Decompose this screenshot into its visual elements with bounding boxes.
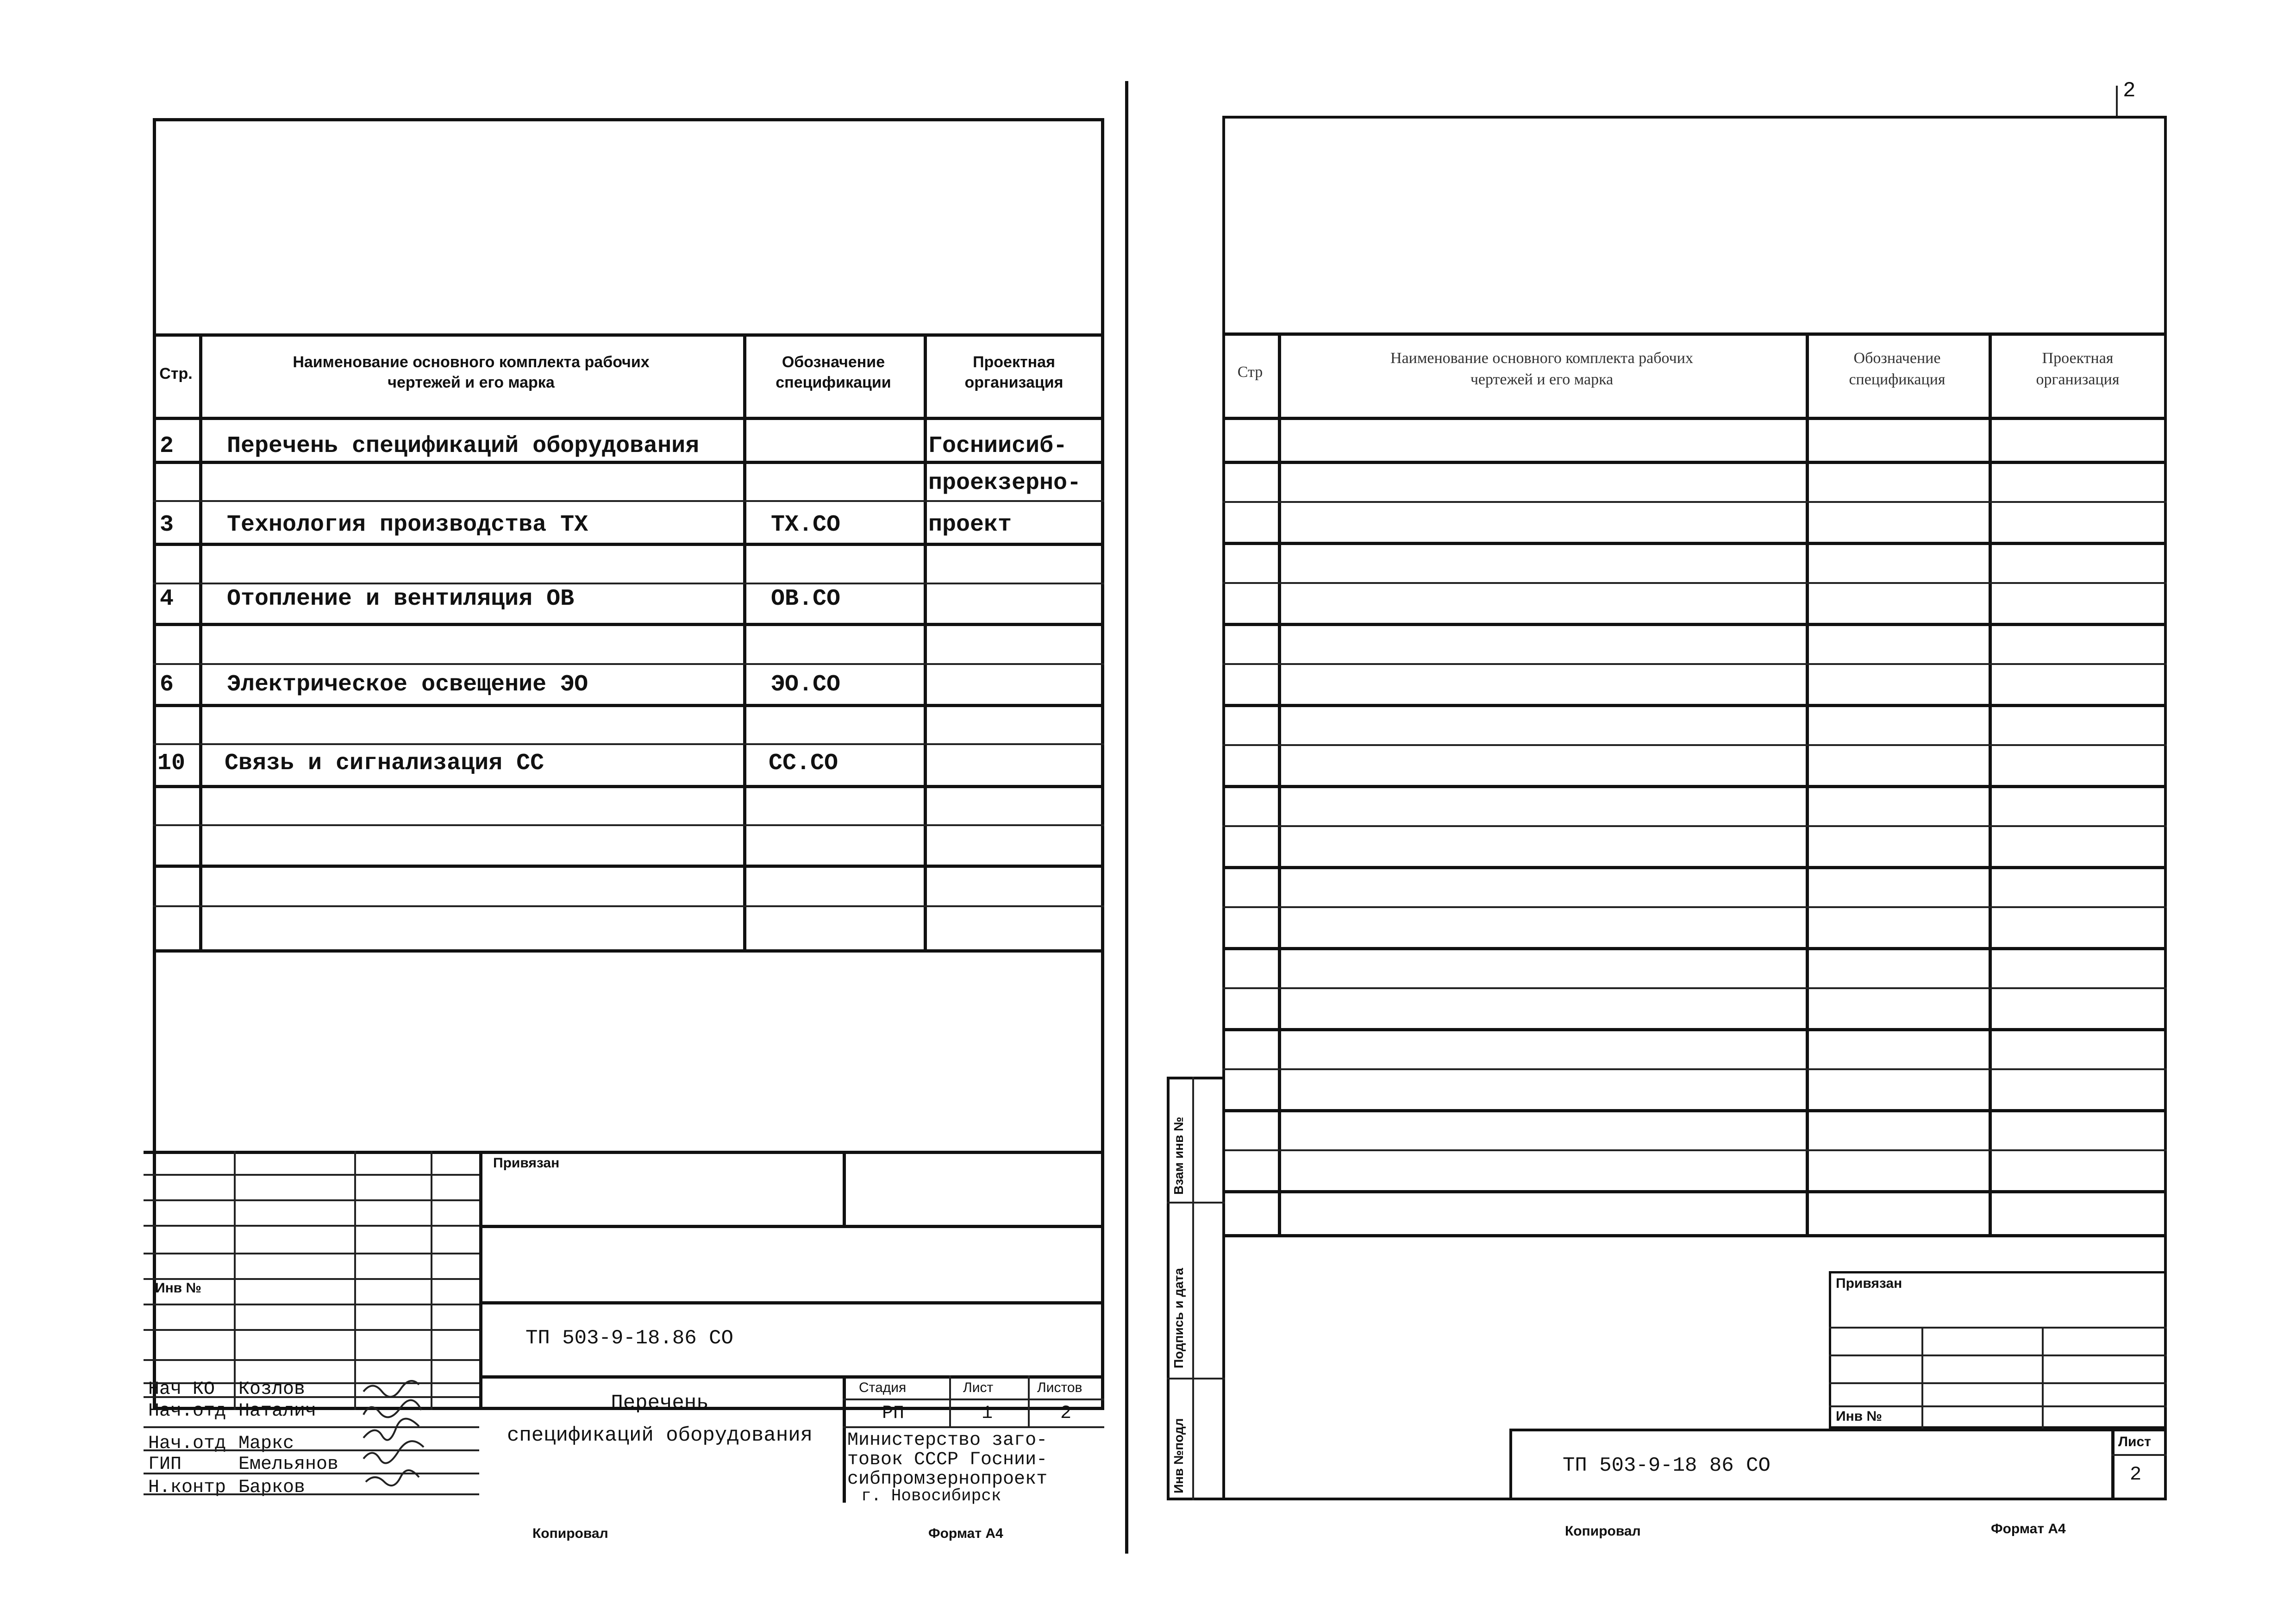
stamp-top-line: [144, 1151, 1104, 1154]
stamp-hline: [144, 1426, 479, 1428]
org-line1: Министерство заго-: [847, 1430, 1048, 1451]
row-line: [1222, 1149, 2167, 1151]
row-line: [153, 461, 1104, 464]
header-col-spec-line1: Обозначение: [782, 353, 885, 371]
doc-title-line2: спецификаций оборудования: [507, 1424, 813, 1447]
row-line: [1222, 825, 2167, 827]
row-name: Перечень спецификаций оборудования: [227, 433, 700, 459]
privyazan-label: Привязан: [493, 1155, 560, 1171]
stamp-vline: [843, 1151, 846, 1225]
header-col-page: Стр.: [159, 365, 193, 382]
row-line: [1222, 663, 2167, 665]
stamp-hline: [144, 1473, 479, 1474]
page-number-tick: [2116, 86, 2118, 116]
stamp-hline: [479, 1301, 1104, 1304]
header-col-org-line2: организация: [964, 374, 1064, 391]
signer-name: Барков: [238, 1477, 306, 1498]
table-top-line: [153, 333, 1104, 337]
page-number: 2: [2123, 79, 2136, 103]
stamp-hline: [144, 1493, 479, 1495]
stamp-vline: [354, 1151, 356, 1410]
doc-title-line1: Перечень: [611, 1392, 709, 1415]
row-line: [153, 824, 1104, 826]
privyazan-hline: [1829, 1405, 2167, 1407]
row-org: проекзерно-: [928, 470, 1082, 496]
org-line2: товок СССР Госнии-: [847, 1449, 1048, 1470]
header-col-name-line2: чертежей и его марка: [388, 374, 555, 391]
org-line3: сибпромзернопроект: [847, 1469, 1048, 1490]
privyazan-hline: [1829, 1354, 2167, 1356]
row-line: [1222, 1028, 2167, 1031]
signer-role: Н.контр: [148, 1477, 226, 1498]
sheet-cell-hline: [2111, 1454, 2167, 1456]
footer-copied: Копировал: [532, 1526, 608, 1541]
signer-role: Нач.отд: [148, 1401, 226, 1422]
header-col-name-line1: Наименование основного комплекта рабочих: [1390, 350, 1693, 367]
stamp-hline: [144, 1278, 479, 1280]
row-line: [153, 623, 1104, 626]
signer-role: Нач.отд: [148, 1433, 226, 1454]
signer-role: Нач КО: [148, 1379, 215, 1400]
row-line: [1222, 542, 2167, 545]
sheet-value: 1: [982, 1403, 993, 1424]
header-col-org-line1: Проектная: [973, 353, 1055, 371]
signatures-graphic: [359, 1378, 428, 1503]
col-line-2: [743, 333, 746, 949]
header-col-name-line2: чертежей и его марка: [1470, 371, 1614, 388]
privyazan-block: [1829, 1271, 2167, 1429]
row-line: [1222, 947, 2167, 950]
sheet-value: 2: [2130, 1463, 2142, 1486]
row-name: Отопление и вентиляция ОВ: [227, 586, 575, 612]
stamp-vline: [431, 1151, 432, 1410]
inv-podl-label: Инв №подл: [1171, 1418, 1186, 1493]
row-name: Связь и сигнализация СС: [225, 750, 544, 777]
stamp-vline: [234, 1151, 236, 1410]
sheet-label: Лист: [2118, 1434, 2151, 1449]
stamp-vline: [949, 1375, 951, 1426]
doc-code: ТП 503-9-18.86 СО: [526, 1327, 733, 1350]
side-strip-hline: [1167, 1202, 1225, 1204]
row-line: [153, 583, 1104, 584]
signer-name: Козлов: [238, 1379, 306, 1400]
row-org: проект: [928, 512, 1012, 538]
stamp-hline: [144, 1253, 479, 1254]
header-bottom-line: [153, 417, 1104, 420]
org-line4: г. Новосибирск: [861, 1486, 1001, 1505]
row-spec: ТХ.СО: [771, 512, 841, 538]
row-line: [1222, 987, 2167, 989]
stamp-vline: [1028, 1375, 1030, 1426]
stage-value: РП: [882, 1403, 905, 1424]
row-name: Технология производства ТХ: [227, 512, 588, 538]
header-col-name-line1: Наименование основного комплекта рабочих: [293, 353, 650, 371]
header-col-page: Стр: [1237, 364, 1263, 381]
stamp-hline: [144, 1199, 479, 1201]
stamp-hline: [843, 1398, 1104, 1400]
row-spec: ОВ.СО: [771, 586, 841, 612]
stamp-hline: [144, 1449, 479, 1451]
side-strip-divider: [1192, 1077, 1194, 1500]
stage-label: Стадия: [859, 1380, 907, 1395]
row-page: 4: [160, 586, 174, 612]
fold-line: [1125, 81, 1128, 1554]
row-name: Электрическое освещение ЭО: [227, 671, 588, 698]
col-line-2: [1806, 332, 1809, 1234]
col-line-3: [924, 333, 927, 949]
signer-name: Емельянов: [238, 1454, 339, 1475]
row-line: [1222, 744, 2167, 746]
stamp-hline: [479, 1225, 1104, 1228]
privyazan-hline: [1829, 1327, 2167, 1329]
row-line: [1222, 906, 2167, 908]
row-line: [1222, 501, 2167, 503]
row-line: [1222, 1109, 2167, 1112]
side-strip-hline: [1167, 1378, 1225, 1379]
signer-name: Маркс: [238, 1433, 294, 1454]
row-line: [1222, 866, 2167, 869]
sheet-label: Лист: [963, 1380, 994, 1395]
row-line: [153, 500, 1104, 502]
sheet-cell-divider: [2111, 1429, 2115, 1500]
row-line: [153, 905, 1104, 907]
header-col-spec-line2: спецификация: [1849, 371, 1946, 388]
table-bottom-line: [1222, 1234, 2167, 1237]
inv-no-label: Инв №: [155, 1280, 201, 1296]
footer-copied: Копировал: [1565, 1524, 1641, 1539]
header-col-spec-line2: спецификации: [776, 374, 891, 391]
stamp-hline: [144, 1359, 479, 1361]
stamp-hline: [144, 1225, 479, 1227]
sheets-value: 2: [1060, 1403, 1072, 1424]
col-line-3: [1989, 332, 1992, 1234]
privyazan-vline: [1921, 1327, 1923, 1429]
sheets-label: Листов: [1037, 1380, 1082, 1395]
footer-format: Формат А4: [1991, 1521, 2066, 1536]
row-line: [1222, 704, 2167, 707]
stamp-hline: [843, 1426, 1104, 1428]
col-line-1: [199, 333, 202, 949]
inv-no-label: Инв №: [1836, 1409, 1882, 1424]
signer-role: ГИП: [148, 1454, 182, 1475]
row-page: 2: [160, 433, 174, 459]
row-line: [1222, 1068, 2167, 1070]
stamp-vline: [843, 1375, 846, 1503]
row-line: [153, 865, 1104, 868]
row-line: [1222, 785, 2167, 788]
header-bottom-line: [1222, 417, 2167, 420]
row-org: Госниисиб-: [928, 433, 1068, 459]
col-line-1: [1278, 332, 1281, 1234]
stamp-hline: [144, 1329, 479, 1331]
row-line: [1222, 461, 2167, 464]
row-page: 3: [160, 512, 174, 538]
table-bottom-line: [153, 949, 1104, 953]
row-line: [1222, 582, 2167, 584]
row-spec: ЭО.СО: [771, 671, 841, 698]
podpis-label: Подпись и дата: [1171, 1268, 1186, 1368]
row-line: [153, 743, 1104, 745]
row-line: [153, 663, 1104, 665]
stamp-vline: [479, 1151, 482, 1410]
row-line: [153, 543, 1104, 546]
stamp-hline: [144, 1174, 479, 1176]
stamp-hline: [479, 1375, 1104, 1379]
row-page: 6: [160, 671, 174, 698]
vzam-label: Взам инв №: [1171, 1116, 1186, 1195]
privyazan-vline: [2042, 1327, 2044, 1429]
row-spec: СС.СО: [769, 750, 838, 777]
header-col-org-line2: организация: [2036, 371, 2120, 388]
signer-name: Наталич: [238, 1401, 317, 1422]
header-col-spec-line1: Обозначение: [1853, 350, 1941, 367]
table-top-line: [1222, 332, 2167, 336]
row-line: [1222, 623, 2167, 626]
header-col-org-line1: Проектная: [2042, 350, 2114, 367]
row-line: [153, 785, 1104, 788]
privyazan-hline: [1829, 1382, 2167, 1384]
stamp-hline: [144, 1304, 479, 1305]
row-line: [153, 704, 1104, 707]
doc-code: ТП 503-9-18 86 СО: [1563, 1454, 1770, 1477]
privyazan-label: Привязан: [1836, 1276, 1902, 1291]
row-page: 10: [157, 750, 186, 777]
footer-format: Формат А4: [928, 1526, 1003, 1541]
row-line: [1222, 1190, 2167, 1193]
